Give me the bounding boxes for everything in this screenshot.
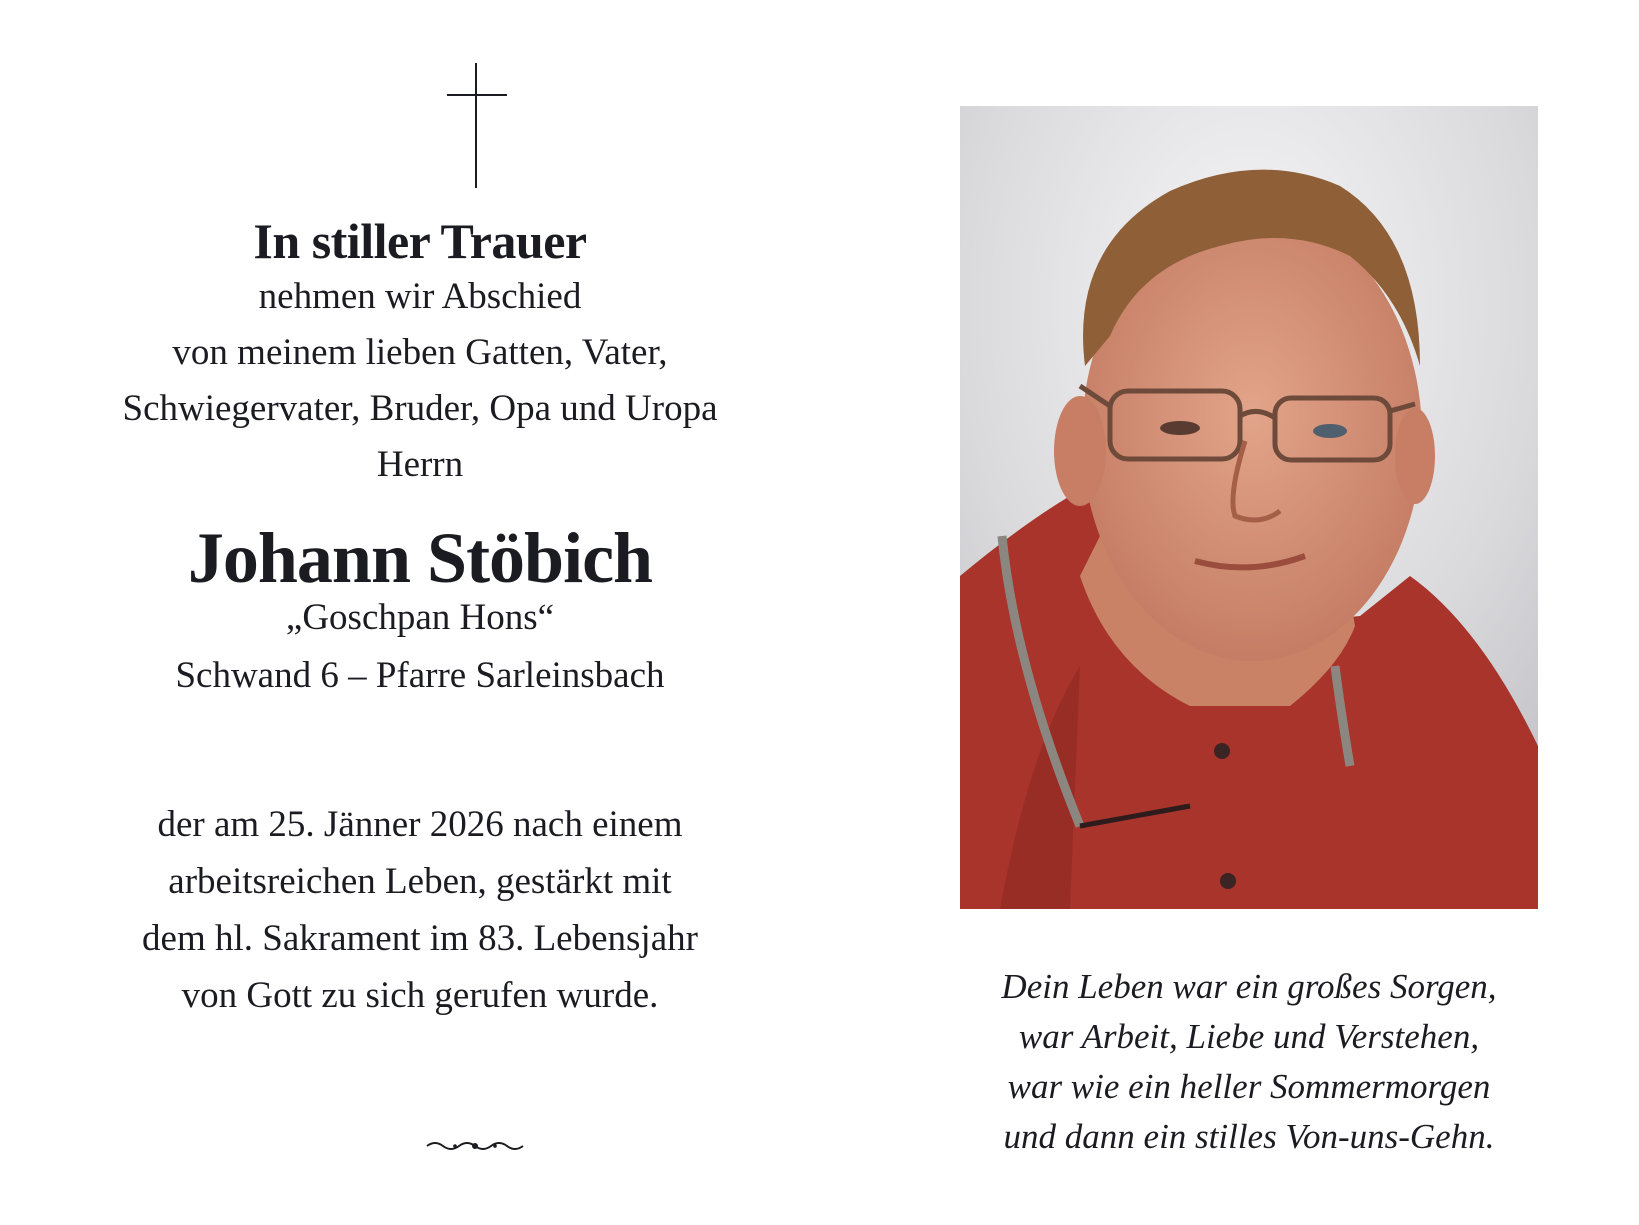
nickname: „Goschpan Hons“ bbox=[285, 597, 555, 638]
death-notice-line: der am 25. Jänner 2026 nach einem bbox=[157, 804, 683, 845]
portrait-photo bbox=[960, 106, 1538, 909]
address: Schwand 6 – Pfarre Sarleinsbach bbox=[175, 655, 665, 696]
intro-line: Schwiegervater, Bruder, Opa und Uropa bbox=[122, 388, 718, 429]
deceased-name: Johann Stöbich bbox=[187, 518, 653, 598]
death-notice-line: von Gott zu sich gerufen wurde. bbox=[181, 975, 659, 1016]
quote-line: Dein Leben war ein großes Sorgen, bbox=[1001, 967, 1497, 1006]
death-notice-line: arbeitsreichen Leben, gestärkt mit bbox=[168, 861, 672, 902]
ornament-icon bbox=[425, 1138, 525, 1154]
memorial-quote bbox=[930, 962, 1568, 1162]
death-notice-line: dem hl. Sakrament im 83. Lebensjahr bbox=[142, 918, 698, 959]
quote-line: war wie ein heller Sommermorgen bbox=[1007, 1067, 1491, 1106]
quote-line: und dann ein stilles Von-uns-Gehn. bbox=[1003, 1117, 1495, 1156]
intro-line: Herrn bbox=[376, 444, 464, 485]
cross-icon bbox=[447, 63, 507, 188]
headline: In stiller Trauer bbox=[253, 213, 587, 269]
intro-line: von meinem lieben Gatten, Vater, bbox=[172, 332, 668, 373]
quote-line: war Arbeit, Liebe und Verstehen, bbox=[1018, 1017, 1480, 1056]
intro-line: nehmen wir Abschied bbox=[258, 276, 582, 317]
obituary-text-column bbox=[60, 0, 780, 1225]
